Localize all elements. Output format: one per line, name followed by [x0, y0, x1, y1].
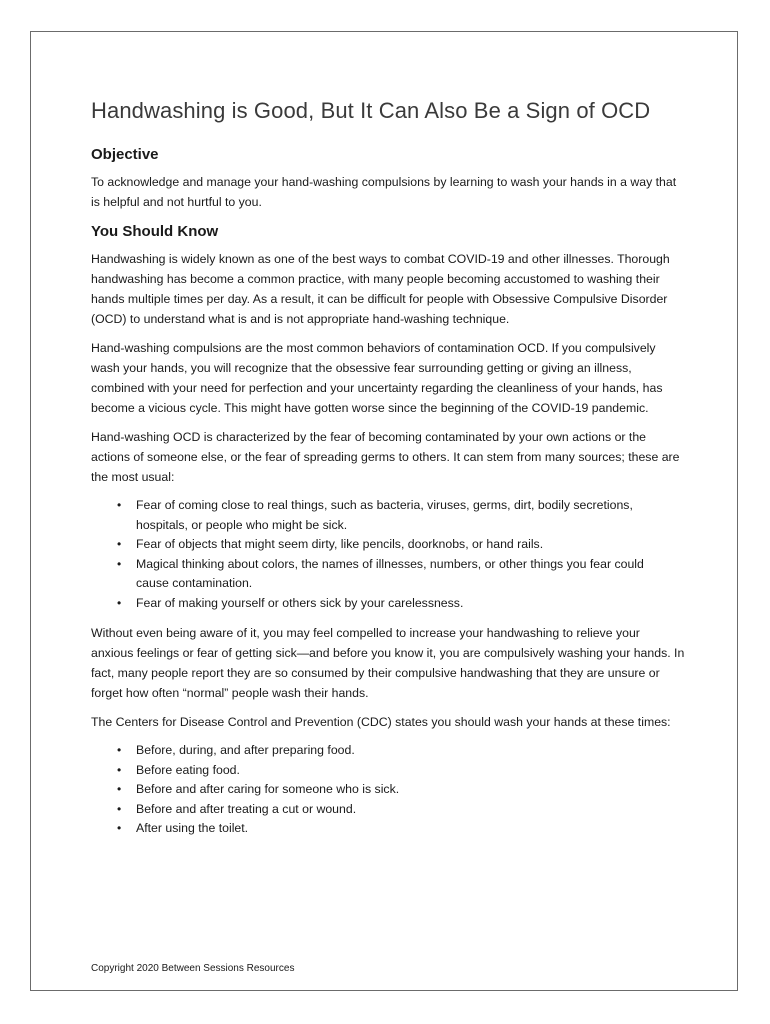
bullet-icon: • — [117, 821, 122, 835]
paragraph-fear-sources-intro: Hand-washing OCD is characterized by the fear of becoming contaminated by your own actions or the actions of someone else, or the fear of spreading germs to others. It can stem from many sources; these are the most usual: — [91, 430, 680, 484]
objective-heading: Objective — [91, 146, 159, 163]
document-body — [91, 98, 685, 849]
list-item: • Before and after treating a cut or wound. — [91, 800, 685, 820]
bullet-icon: • — [117, 743, 122, 757]
bullet-icon: • — [117, 595, 122, 610]
paragraph-covid-handwashing: Handwashing is widely known as one of the best ways to combat COVID-19 and other illnesses. Thorough handwashing has become a common practice, with many people becoming accustomed to washing their hands multiple times per day. As a result, it can be difficult for people with Obsessive Compulsive Disorder (OCD) to understand what is and is not appropriate hand-washing technique. — [91, 252, 670, 326]
paragraph-compulsive-washing: Without even being aware of it, you may feel compelled to increase your handwashing to relieve your anxious feelings or fear of getting sick—and before you know it, you are compulsively washing your hands. In fact, many people report they are so consumed by their compulsive handwashing that they are unsure or forget how often “normal” people wash their hands. — [91, 626, 685, 700]
paragraph-cdc-intro: The Centers for Disease Control and Prevention (CDC) states you should wash your hands at these times: — [91, 715, 671, 729]
list-item: • Before and after caring for someone who is sick. — [91, 780, 685, 800]
cdc-times-list — [91, 741, 685, 839]
bullet-icon: • — [117, 498, 122, 512]
bullet-icon: • — [117, 782, 122, 796]
list-item: • Fear of objects that might seem dirty, like pencils, doorknobs, or hand rails. — [91, 535, 685, 555]
bullet-icon: • — [117, 801, 122, 816]
page-title: Handwashing is Good, But It Can Also Be a Sign of OCD — [91, 98, 651, 123]
bullet-icon: • — [117, 556, 122, 571]
objective-text: To acknowledge and manage your hand-washing compulsions by learning to wash your hands in a way that is helpful and not hurtful to you. — [91, 175, 677, 209]
list-item: • Magical thinking about colors, the names of illnesses, numbers, or other things you fear could cause contamination. — [117, 556, 644, 590]
list-item: • Before eating food. — [91, 761, 685, 781]
fear-sources-list — [91, 496, 685, 613]
list-item: • Before, during, and after preparing food. — [91, 741, 685, 761]
you-should-know-heading: You Should Know — [91, 223, 219, 240]
bullet-icon: • — [117, 762, 122, 777]
copyright-footer: Copyright 2020 Between Sessions Resources — [91, 963, 295, 974]
bullet-icon: • — [117, 537, 122, 551]
list-item: • Fear of making yourself or others sick by your carelessness. — [91, 594, 685, 614]
list-item: • Fear of coming close to real things, such as bacteria, viruses, germs, dirt, bodily secretions, hospitals, or people who might be sick. — [117, 498, 633, 532]
paragraph-contamination-ocd: Hand-washing compulsions are the most common behaviors of contamination OCD. If you compulsively wash your hands, you will recognize that the obsessive fear surrounding getting or giving an illness, combined with your need for perfection and your uncertainty regarding the cleanliness of your hands, has become a vicious cycle. This might have gotten worse since the beginning of the COVID-19 pandemic. — [91, 341, 663, 415]
list-item: • After using the toilet. — [91, 819, 685, 839]
document-page — [30, 31, 738, 991]
